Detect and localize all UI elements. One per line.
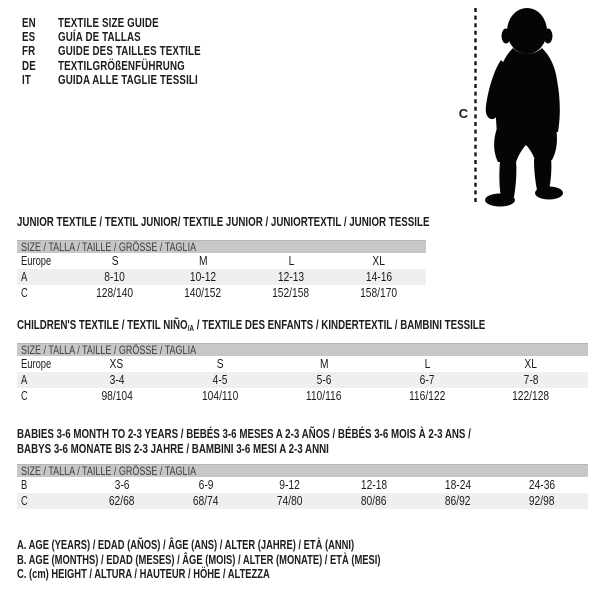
table-cell: 140/152: [184, 286, 222, 300]
table-cell: 4-5: [212, 373, 228, 387]
language-title: GUIDA ALLE TAGLIE TESSILI: [58, 72, 198, 88]
table-cell: XL: [372, 254, 386, 268]
table-cell: L: [424, 357, 431, 371]
table-row: [17, 493, 588, 509]
table-header-bar: [17, 464, 588, 477]
table-cell: 128/140: [96, 286, 134, 300]
table-row: [17, 285, 426, 301]
row-label: Europe: [21, 357, 52, 371]
table-cell: 6-9: [198, 478, 214, 492]
language-row: [22, 58, 248, 72]
row-label: C: [21, 494, 28, 508]
babies-size-table: [17, 464, 588, 509]
table-cell: 80/86: [361, 494, 387, 508]
table-cell: 62/68: [109, 494, 135, 508]
table-cell: 98/104: [101, 389, 133, 403]
language-code: EN: [22, 14, 36, 30]
table-row: [17, 372, 588, 388]
baby-silhouette-icon: [455, 4, 590, 216]
table-cell: 10-12: [189, 270, 217, 284]
table-cell: M: [198, 254, 208, 268]
row-label: A: [21, 373, 28, 387]
children-size-table: [17, 343, 588, 404]
table-cell: 152/158: [272, 286, 310, 300]
table-header-bar: [17, 240, 426, 253]
row-label: A: [21, 270, 28, 284]
note-line-b: B. AGE (MONTHS) / EDAD (MESES) / ÂGE (MOIS) / ALTER (MONATE) / ETÀ (MESI): [17, 552, 381, 567]
table-cell: 14-16: [365, 270, 393, 284]
children-section-heading: CHILDREN'S TEXTILE / TEXTIL $NIÑO_{/A}$ / TEXTILE DES ENFANTS / KINDERTEXTIL / BAMBINI TESSILE: [17, 317, 486, 333]
junior-section-heading: JUNIOR TEXTILE / TEXTIL JUNIOR/ TEXTILE JUNIOR / JUNIORTEXTIL / JUNIOR TESSILE: [17, 214, 430, 229]
language-row: [22, 44, 248, 58]
table-header-label: SIZE / TALLA / TAILLE / GRÖSSE / TAGLIA: [21, 343, 197, 357]
table-row: [17, 477, 588, 493]
table-cell: 104/110: [202, 389, 239, 403]
language-title: GUIDE DES TAILLES TEXTILE: [58, 43, 201, 59]
table-cell: 110/116: [305, 389, 342, 403]
table-cell: 8-10: [104, 270, 126, 284]
table-header-bar: [17, 343, 588, 356]
baby-figure: [455, 4, 590, 216]
height-measure-label: C: [458, 106, 469, 121]
table-cell: 3-4: [109, 373, 125, 387]
junior-size-table: [17, 240, 426, 301]
language-title: TEXTILGRÖßENFÜHRUNG: [58, 57, 185, 73]
table-cell: S: [216, 357, 224, 371]
language-row: [22, 15, 248, 29]
table-cell: 74/80: [277, 494, 303, 508]
table-cell: 122/128: [512, 389, 550, 403]
table-cell: 68/74: [193, 494, 219, 508]
row-label: B: [21, 478, 28, 492]
table-cell: 3-6: [114, 478, 130, 492]
table-cell: XL: [524, 357, 538, 371]
table-cell: 9-12: [279, 478, 301, 492]
table-cell: S: [111, 254, 119, 268]
row-label: Europe: [21, 254, 52, 268]
table-row: [17, 356, 588, 372]
row-label: C: [21, 389, 28, 403]
language-row: [22, 29, 248, 43]
table-cell: 18-24: [444, 478, 472, 492]
table-row: [17, 269, 426, 285]
table-cell: 7-8: [523, 373, 539, 387]
table-cell: L: [288, 254, 294, 268]
table-cell: 5-6: [316, 373, 332, 387]
language-code: IT: [22, 72, 31, 88]
nino-a-subscript: /A: [187, 323, 194, 333]
table-row: [17, 388, 588, 404]
language-row: [22, 73, 248, 87]
table-cell: 86/92: [445, 494, 471, 508]
table-cell: 24-36: [528, 478, 556, 492]
table-cell: XS: [109, 357, 124, 371]
language-title-list: [22, 15, 248, 87]
language-code: ES: [22, 29, 36, 45]
babies-section-heading: BABIES 3-6 MONTH TO 2-3 YEARS / BEBÉS 3-6 MESES A 2-3 AÑOS / BÉBÉS 3-6 MOIS À 2-3 ANS / BABYS 3-6 MONATE BIS 2-3 JAHRE / BAMBINI 3-6 MESI A 2-3 ANNI: [17, 426, 471, 456]
note-line-c: C. (cm) HEIGHT / ALTURA / HAUTEUR / HÖHE / ALTEZZA: [17, 567, 270, 582]
language-title: TEXTILE SIZE GUIDE: [58, 14, 159, 30]
table-cell: 92/98: [529, 494, 555, 508]
table-cell: 12-13: [277, 270, 305, 284]
table-cell: M: [319, 357, 329, 371]
language-code: DE: [22, 57, 36, 73]
table-header-label: SIZE / TALLA / TAILLE / GRÖSSE / TAGLIA: [21, 464, 197, 478]
legend-notes: [17, 538, 502, 582]
language-title: GUÍA DE TALLAS: [58, 29, 141, 45]
language-code: FR: [22, 43, 36, 59]
table-cell: 158/170: [360, 286, 398, 300]
table-cell: 12-18: [360, 478, 388, 492]
table-cell: 116/122: [409, 389, 446, 403]
table-row: [17, 253, 426, 269]
row-label: C: [21, 286, 28, 300]
note-line-a: A. AGE (YEARS) / EDAD (AÑOS) / ÂGE (ANS) / ALTER (JAHRE) / ETÀ (ANNI): [17, 538, 355, 552]
table-header-label: SIZE / TALLA / TAILLE / GRÖSSE / TAGLIA: [21, 240, 197, 254]
table-cell: 6-7: [419, 373, 435, 387]
